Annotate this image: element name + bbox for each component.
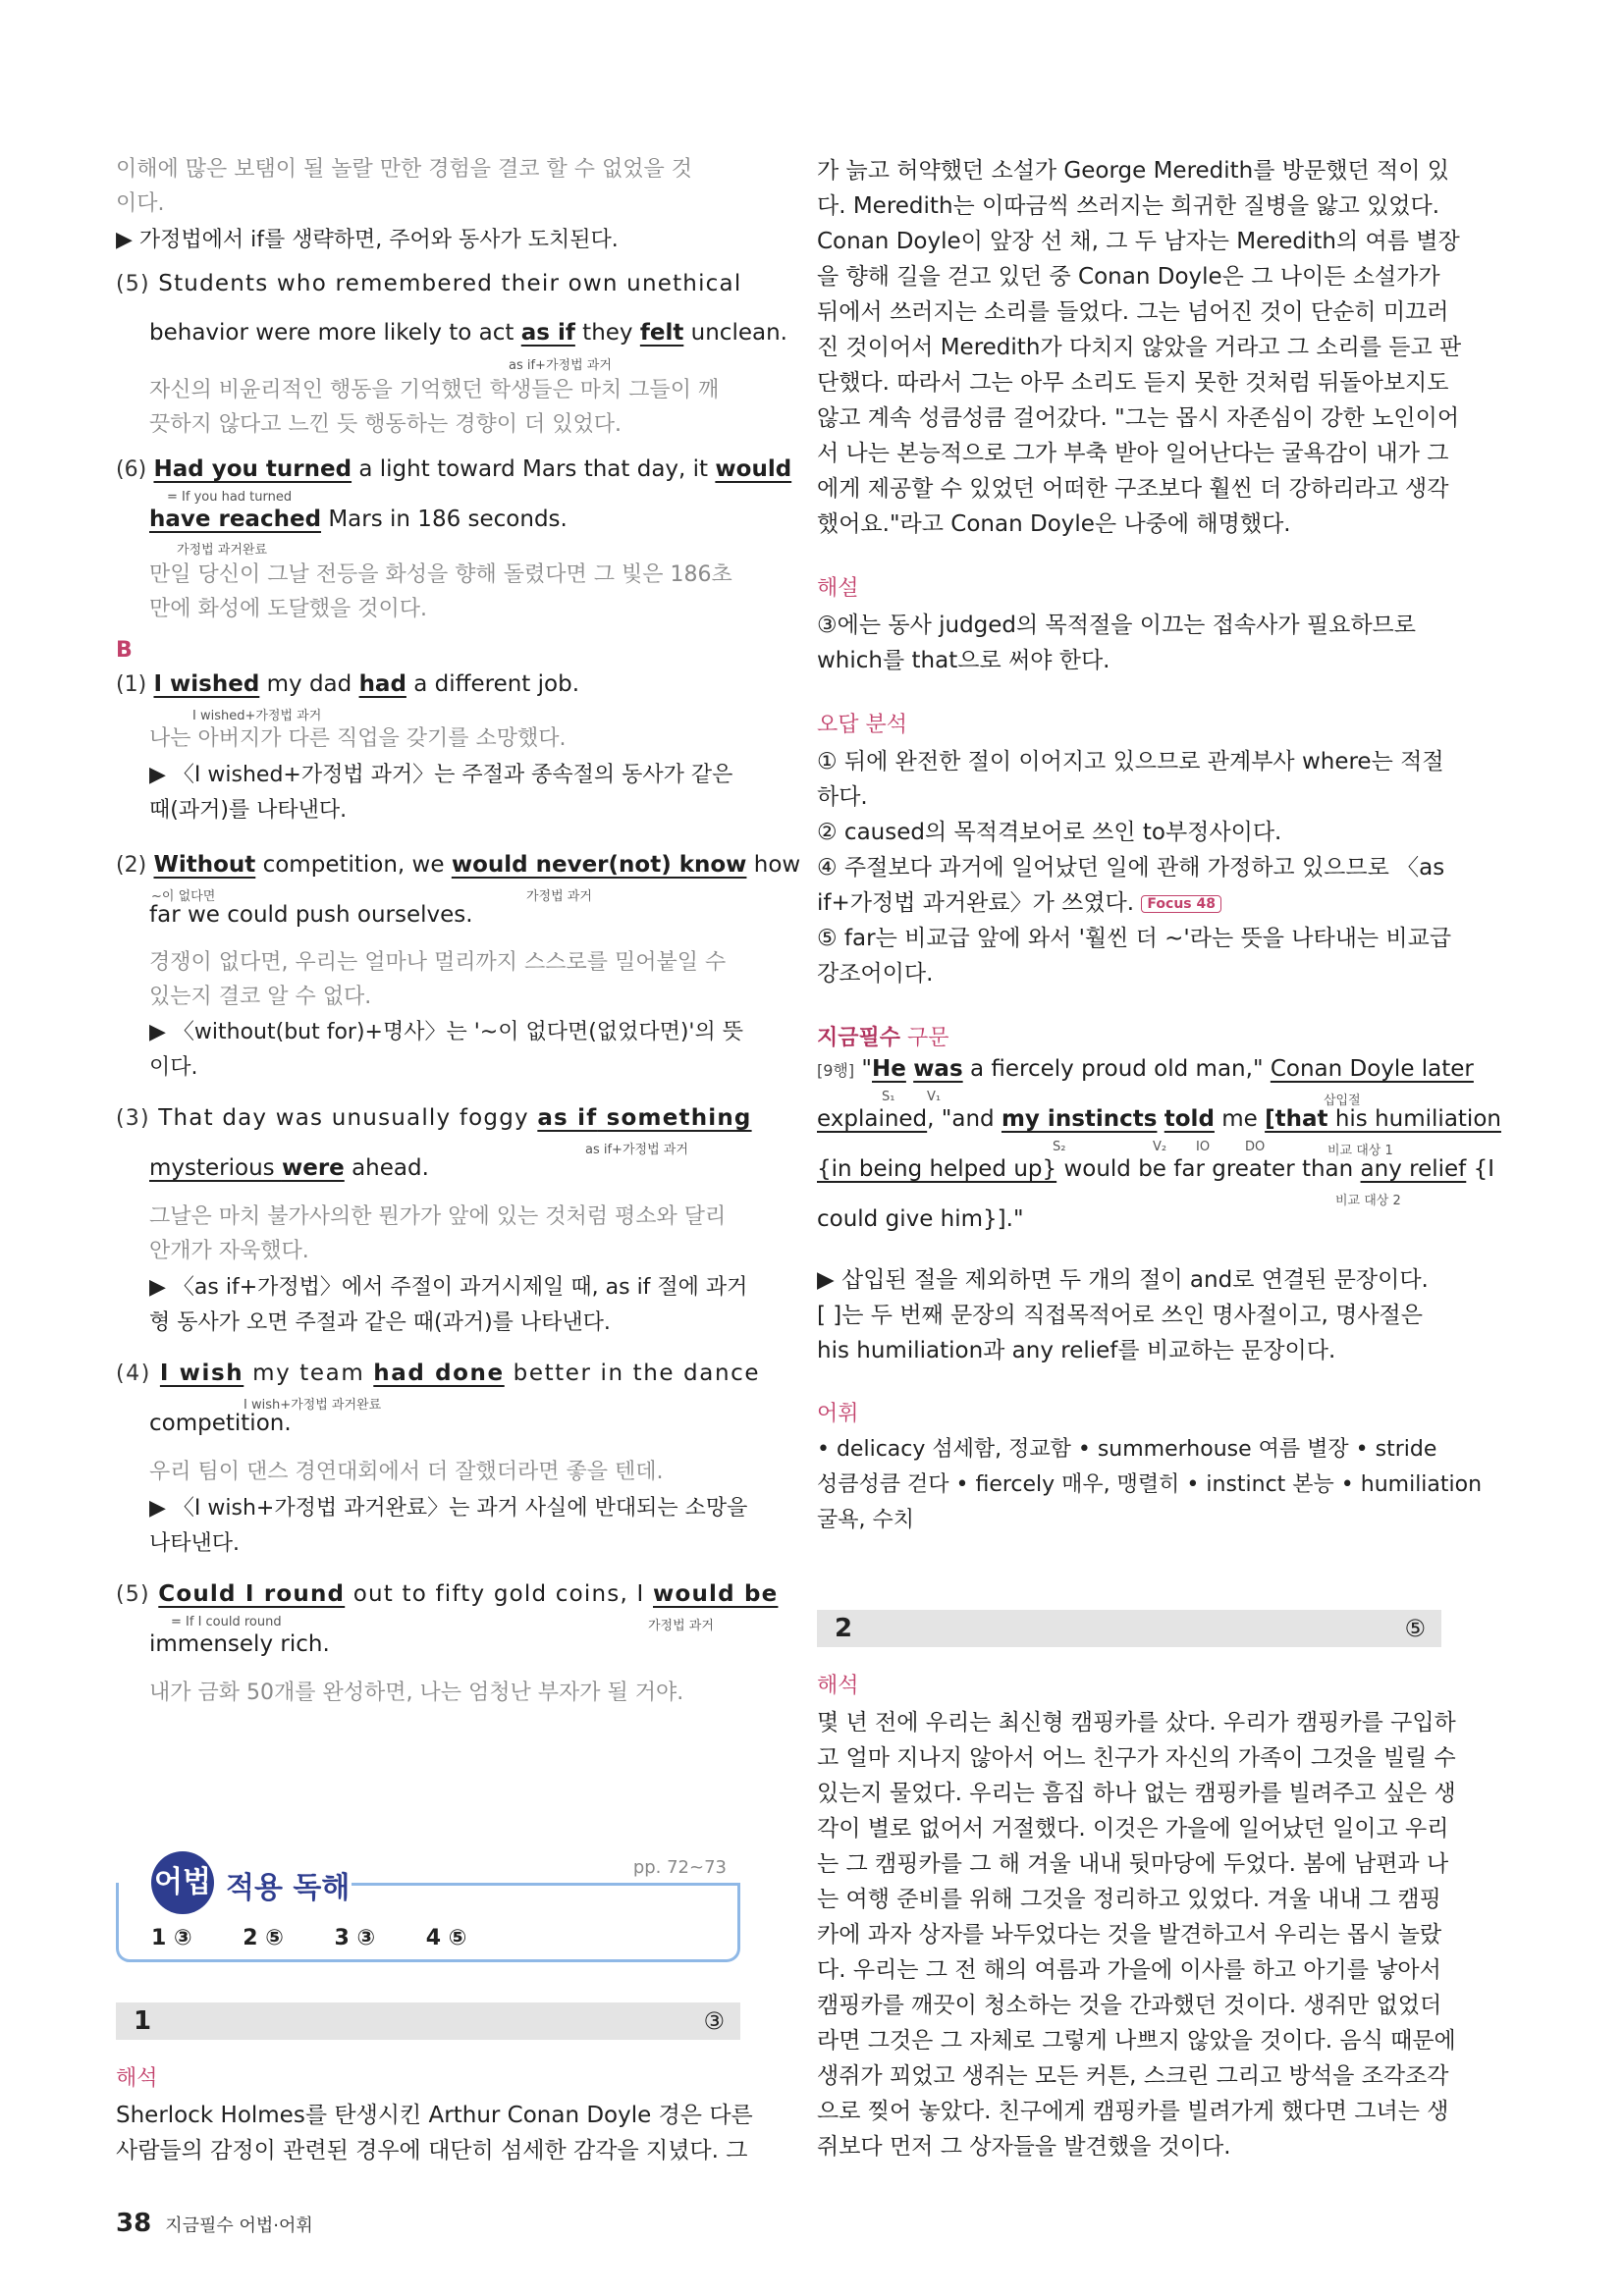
syntax-line-3: {in being helped up} would be far greater than any relief {I: [817, 1156, 1495, 1182]
a6-tag-1: = If you had turned: [167, 490, 293, 505]
q2-ko-6: 는 여행 준비를 위해 그것을 정리하고 있었다. 겨울 내내 그 캠핑: [817, 1887, 1441, 1912]
intro-note: ▶ 가정법에서 if를 생략하면, 주어와 동사가 도치된다.: [116, 228, 619, 252]
q2-translation-heading: 해석: [817, 1674, 859, 1698]
b5-tag-1: = If I could round: [171, 1615, 282, 1629]
b2-note-2: 이다.: [149, 1055, 198, 1080]
explanation-heading: 해설: [817, 576, 859, 601]
a5-ko-2: 끗하지 않다고 느낀 듯 행동하는 경향이 더 있었다.: [149, 412, 622, 437]
b4-ko: 우리 팀이 댄스 경연대회에서 더 잘했더라면 좋을 텐데.: [149, 1460, 664, 1484]
item-b3-line-2: mysterious were ahead.: [149, 1155, 429, 1181]
item-b4-line-1: (4) I wish my team had done better in the dance: [116, 1361, 761, 1386]
q2-ko-4: 각이 별로 없어서 거절했다. 이것은 가을에 일어났던 일이고 우리: [817, 1816, 1449, 1842]
apply-reading-box: [116, 1851, 740, 1959]
explanation-1: ③에는 동사 judged의 목적절을 이끄는 접속사가 필요하므로: [817, 613, 1416, 638]
vocab-line-2: 성큼성큼 걷다 • fiercely 매우, 맹렬히 • instinct 본능 • humiliation: [817, 1472, 1483, 1497]
apply-answer-4: 4 ⑤: [425, 1926, 467, 1950]
q2-ko-8: 다. 우리는 그 전 해의 여름과 가을에 이사를 하고 아기를 낳아서: [817, 1957, 1441, 1983]
apply-title: 적용 독해: [226, 1871, 351, 1905]
explanation-2: which를 that으로 써야 한다.: [817, 648, 1110, 673]
b3-note-1: ▶ 〈as if+가정법〉에서 주절이 과거시제일 때, as if 절에 과거: [149, 1275, 748, 1300]
para-line-2: 다. Meredith는 이따금씩 쓰러지는 희귀한 질병을 앓고 있었다.: [817, 193, 1440, 219]
para-line-6: 진 것이어서 Meredith가 다치지 않았을 거라고 그 소리를 듣고 판: [817, 335, 1462, 360]
wrong-4: ④ 주절보다 과거에 일어났던 일에 관해 가정하고 있으므로 〈as: [817, 855, 1445, 881]
apply-pages: pp. 72~73: [632, 1857, 727, 1878]
q1-translation-heading: 해석: [116, 2066, 158, 2091]
b5-ko: 내가 금화 50개를 완성하면, 나는 엄청난 부자가 될 거야.: [149, 1681, 684, 1705]
wrong-2: 하다.: [817, 784, 868, 810]
section-b-label: B: [116, 638, 133, 663]
a6-ko-2: 만에 화성에 도달했을 것이다.: [149, 597, 427, 621]
syntax-v1: V₁: [927, 1090, 942, 1104]
syntax-line-4: could give him}].": [817, 1206, 1024, 1232]
wrong-analysis-heading: 오답 분석: [817, 713, 908, 737]
syntax-s1: S₁: [882, 1090, 895, 1104]
q2-ko-7: 카에 과자 상자를 놔두었다는 것을 발견하고서 우리는 몹시 놀랐: [817, 1922, 1442, 1948]
q2-ko-1: 몇 년 전에 우리는 최신형 캠핑카를 샀다. 우리가 캠핑카를 구입하: [817, 1710, 1456, 1735]
syntax-line-1: [9행] "He was a fiercely proud old man," Conan Doyle later: [817, 1056, 1474, 1082]
b3-tag: as if+가정법 과거: [585, 1143, 688, 1157]
syntax-heading: 지금필수 구문: [817, 1026, 949, 1050]
q2-ko-3: 있는지 물었다. 우리는 흠집 하나 없는 캠핑카를 빌려주고 싶은 생: [817, 1781, 1456, 1806]
item-b2-line-1: (2) Without competition, we would never(not) know how: [116, 852, 801, 878]
b1-ko: 나는 아버지가 다른 직업을 갖기를 소망했다.: [149, 726, 567, 751]
item-b4-line-2: competition.: [149, 1411, 292, 1436]
question-2-answer: ⑤: [1404, 1615, 1426, 1642]
syntax-v2: V₂: [1153, 1140, 1167, 1154]
wrong-1: ① 뒤에 완전한 절이 이어지고 있으므로 관계부사 where는 적절: [817, 749, 1444, 774]
apply-answer-1: 1 ③: [151, 1926, 192, 1950]
para-line-4: 을 향해 길을 걷고 있던 중 Conan Doyle은 그 나이든 소설가가: [817, 264, 1440, 290]
intro-line-1: 이해에 많은 보탬이 될 놀랄 만한 경험을 결코 할 수 없었을 것: [116, 157, 692, 182]
b1-note-2: 때(과거)를 나타낸다.: [149, 798, 348, 823]
syntax-io: IO: [1196, 1140, 1211, 1154]
b5-tag-2: 가정법 과거: [648, 1619, 714, 1633]
vocab-heading: 어휘: [817, 1402, 859, 1426]
item-a6-line-1: (6) Had you turned a light toward Mars that day, it would: [116, 456, 792, 482]
page-number: 38: [116, 2209, 152, 2238]
syntax-compare-1: 비교 대상 1: [1327, 1144, 1393, 1158]
b2-tag-1: ~이 없다면: [151, 889, 216, 904]
q2-ko-5: 는 그 캠핑카를 그 해 겨울 내내 뒷마당에 두었다. 봄에 남편과 나: [817, 1851, 1449, 1877]
b4-note-1: ▶ 〈I wish+가정법 과거완료〉는 과거 사실에 반대되는 소망을: [149, 1496, 748, 1521]
para-line-10: 에게 제공할 수 있었던 어떠한 구조보다 훨씬 더 강하리라고 생각: [817, 476, 1449, 502]
book-title: 지금필수 어법·어휘: [165, 2216, 313, 2236]
item-b3-line-1: (3) That day was unusually foggy as if something: [116, 1105, 752, 1131]
wrong-3: ② caused의 목적격보어로 쓰인 to부정사이다.: [817, 820, 1282, 845]
para-line-5: 뒤에서 쓰러지는 소리를 들었다. 그는 넘어진 것이 단순히 미끄러: [817, 299, 1449, 325]
question-1-answer: ③: [703, 2007, 725, 2035]
para-line-1: 가 늙고 허약했던 소설가 George Meredith를 방문했던 적이 있: [817, 158, 1449, 184]
b1-note-1: ▶ 〈I wished+가정법 과거〉는 주절과 종속절의 동사가 같은: [149, 763, 733, 787]
item-a5-line-1: (5) Students who remembered their own unethical: [116, 271, 742, 296]
para-line-3: Conan Doyle이 앞장 선 채, 그 두 남자는 Meredith의 여름 별장: [817, 229, 1460, 254]
para-line-11: 했어요."라고 Conan Doyle은 나중에 해명했다.: [817, 511, 1291, 537]
syntax-compare-2: 비교 대상 2: [1335, 1194, 1401, 1208]
wrong-6: ⑤ far는 비교급 앞에 와서 '훨씬 더 ~'라는 뜻을 나타내는 비교급: [817, 926, 1452, 951]
b2-tag-2: 가정법 과거: [526, 889, 592, 904]
wrong-5: if+가정법 과거완료〉가 쓰였다. Focus 48: [817, 884, 1221, 917]
item-b5-line-1: (5) Could I round out to fifty gold coins, I would be: [116, 1581, 779, 1607]
q1-ko-2: 사람들의 감정이 관련된 경우에 대단히 섬세한 감각을 지녔다. 그: [116, 2138, 748, 2163]
b3-ko-1: 그날은 마치 불가사의한 뭔가가 앞에 있는 것처럼 평소와 달리: [149, 1204, 727, 1229]
syntax-note-1: ▶ 삽입된 절을 제외하면 두 개의 절이 and로 연결된 문장이다.: [817, 1267, 1429, 1293]
q2-ko-13: 쥐보다 먼저 그 상자들을 발견했을 것이다.: [817, 2134, 1231, 2160]
syntax-note-3: his humiliation과 any relief를 비교하는 문장이다.: [817, 1338, 1336, 1363]
q2-ko-12: 으로 찢어 놓았다. 친구에게 캠핑카를 빌려가게 했다면 그녀는 생: [817, 2099, 1449, 2124]
page-footer: [116, 2209, 313, 2238]
syntax-insert: 삽입절: [1324, 1094, 1361, 1108]
b2-ko-1: 경쟁이 없다면, 우리는 얼마나 멀리까지 스스로를 밀어붙일 수: [149, 950, 727, 975]
question-1-number: 1: [134, 2006, 152, 2036]
apply-rule: [352, 1883, 738, 1886]
apply-answers: [151, 1926, 510, 1950]
intro-line-2: 이다.: [116, 191, 165, 216]
b3-note-2: 형 동사가 오면 주절과 같은 때(과거)를 나타낸다.: [149, 1310, 611, 1335]
syntax-note-2: [ ]는 두 번째 문장의 직접목적어로 쓰인 명사절이고, 명사절은: [817, 1303, 1423, 1328]
question-1-bar: [116, 2002, 740, 2040]
q2-ko-10: 라면 그것은 그 자체로 그렇게 나쁘지 않았을 것이다. 음식 때문에: [817, 2028, 1456, 2054]
a6-tag-2: 가정법 과거완료: [177, 543, 268, 558]
a5-ko-1: 자신의 비윤리적인 행동을 기억했던 학생들은 마치 그들이 깨: [149, 378, 720, 402]
b3-ko-2: 안개가 자욱했다.: [149, 1239, 309, 1263]
apply-answer-3: 3 ③: [334, 1926, 376, 1950]
wrong-7: 강조어이다.: [817, 961, 934, 987]
para-line-8: 않고 계속 성큼성큼 걸어갔다. "그는 몹시 자존심이 강한 노인이어: [817, 405, 1460, 431]
apply-answer-2: 2 ⑤: [243, 1926, 284, 1950]
b4-note-2: 나타낸다.: [149, 1531, 241, 1556]
vocab-line-1: • delicacy 섬세함, 정교함 • summerhouse 여름 별장 • stride: [817, 1437, 1437, 1462]
item-b2-line-2: far we could push ourselves.: [149, 902, 473, 928]
item-b5-line-2: immensely rich.: [149, 1631, 330, 1657]
question-2-number: 2: [835, 1614, 853, 1643]
q1-ko-1: Sherlock Holmes를 탄생시킨 Arthur Conan Doyle 경은 다른: [116, 2103, 753, 2128]
item-a6-line-2: have reached Mars in 186 seconds.: [149, 507, 568, 532]
b1-tag: I wished+가정법 과거: [192, 709, 322, 723]
b4-tag: I wish+가정법 과거완료: [244, 1398, 382, 1413]
question-2-bar: [817, 1610, 1441, 1647]
para-line-7: 단했다. 따라서 그는 아무 소리도 듣지 못한 것처럼 뒤돌아보지도: [817, 370, 1449, 396]
q2-ko-2: 고 얼마 지나지 않아서 어느 친구가 자신의 가족이 그것을 빌릴 수: [817, 1745, 1456, 1771]
syntax-s2: S₂: [1053, 1140, 1066, 1154]
q2-ko-9: 캠핑카를 깨끗이 청소하는 것을 간과했던 것이다. 생쥐만 없었더: [817, 1993, 1442, 2018]
syntax-line-2: explained, "and my instincts told me [that his humiliation: [817, 1106, 1501, 1132]
grammar-badge: 어법: [151, 1851, 214, 1914]
item-a5-line-2: behavior were more likely to act as if they felt unclean.: [149, 320, 787, 346]
b2-note-1: ▶ 〈without(but for)+명사〉는 '~이 없다면(없었다면)'의 뜻: [149, 1020, 743, 1044]
vocab-line-3: 굴욕, 수치: [817, 1508, 914, 1532]
q2-ko-11: 생쥐가 꾀었고 생쥐는 모든 커튼, 스크린 그리고 방석을 조각조각: [817, 2063, 1449, 2089]
focus-48-tag: Focus 48: [1141, 895, 1221, 913]
item-b1-line: (1) I wished my dad had a different job.: [116, 671, 580, 697]
a6-ko-1: 만일 당신이 그날 전등을 화성을 향해 돌렸다면 그 빛은 186초: [149, 562, 732, 587]
para-line-9: 서 나는 본능적으로 그가 부축 받아 일어난다는 굴욕감이 내가 그: [817, 441, 1449, 466]
b2-ko-2: 있는지 결코 알 수 없다.: [149, 985, 372, 1009]
a5-tag: as if+가정법 과거: [509, 358, 612, 373]
syntax-do: DO: [1245, 1140, 1266, 1154]
